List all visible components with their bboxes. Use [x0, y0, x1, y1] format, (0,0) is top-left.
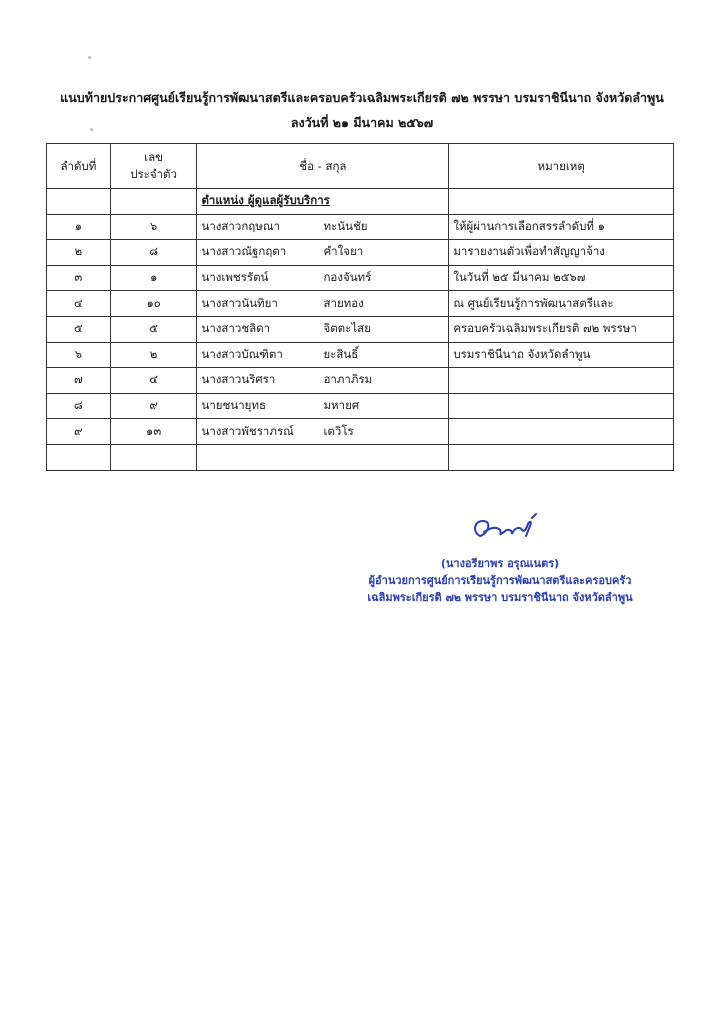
first-name: นางสาวนริศรา: [201, 372, 276, 387]
row-order: ๘: [47, 393, 111, 419]
first-name: นางสาวกฤษณา: [201, 218, 280, 233]
row-remark: ณ ศูนย์เรียนรู้การพัฒนาสตรีและ: [449, 291, 674, 317]
last-name: อาภาภิรม: [323, 372, 373, 387]
signer-position-line2: เฉลิมพระเกียรติ ๗๒ พรรษา บรมราชินีนาถ จังหวัดลำพูน: [367, 591, 633, 604]
section-label: ตำแหน่ง ผู้ดูแลผู้รับบริการ: [197, 189, 449, 215]
last-name: มหายศ: [323, 398, 360, 413]
last-name: ทะนันชัย: [323, 218, 368, 233]
header-id-line1: เลข: [144, 150, 164, 165]
table-row: [47, 419, 674, 445]
row-id: ๘: [110, 240, 197, 266]
table-row: [47, 240, 674, 266]
table-header-row: [47, 144, 674, 189]
scan-speck: [88, 56, 91, 59]
last-name: กองจันทร์: [323, 270, 372, 285]
row-id: ๖: [110, 214, 197, 240]
table-row: [47, 393, 674, 419]
last-name: เตวิโร: [323, 423, 354, 438]
row-name: [197, 419, 449, 445]
row-name: [197, 265, 449, 291]
first-name: นางสาวบัณฑิตา: [201, 346, 283, 361]
row-id: ๑๐: [110, 291, 197, 317]
row-id: ๑: [110, 265, 197, 291]
last-name: สายทอง: [323, 295, 364, 310]
row-order: ๓: [47, 265, 111, 291]
first-name: นางเพชรรัตน์: [201, 270, 269, 285]
row-id: ๒: [110, 342, 197, 368]
row-remark: มารายงานตัวเพื่อทำสัญญาจ้าง: [449, 240, 674, 266]
row-order: ๕: [47, 316, 111, 342]
document-date: ลงวันที่ ๒๑ มีนาคม ๒๕๖๗: [290, 115, 434, 130]
first-name: นางสาวณัฐกฤตา: [201, 244, 287, 259]
table-row: [47, 368, 674, 394]
row-id: ๔: [110, 368, 197, 394]
signer-name: (นางอรียาพร อรุณเนตร): [440, 557, 560, 570]
row-name: [197, 240, 449, 266]
header-remark: หมายเหตุ: [449, 144, 674, 189]
header-order: ลำดับที่: [47, 144, 111, 189]
header-id: [110, 144, 197, 189]
row-name: [197, 393, 449, 419]
first-name: นางสาวนันทิยา: [201, 295, 278, 310]
row-remark: ครอบครัวเฉลิมพระเกียรติ ๗๒ พรรษา: [449, 316, 674, 342]
row-order: ๒: [47, 240, 111, 266]
row-name: [197, 342, 449, 368]
first-name: นายชนายุทธ: [201, 398, 266, 413]
row-order: ๔: [47, 291, 111, 317]
candidate-table: [46, 143, 674, 471]
row-remark: [449, 419, 674, 445]
row-name: [197, 368, 449, 394]
row-id: ๙: [110, 393, 197, 419]
row-id: ๕: [110, 316, 197, 342]
header-id-line2: ประจำตัว: [130, 167, 177, 181]
row-id: ๑๓: [110, 419, 197, 445]
table-row: [47, 214, 674, 240]
row-name: [197, 316, 449, 342]
last-name: คำใจยา: [323, 244, 364, 259]
row-remark: [449, 368, 674, 394]
empty-row: [47, 444, 674, 470]
first-name: นางสาวชลิดา: [201, 321, 271, 336]
row-order: ๙: [47, 419, 111, 445]
row-name: [197, 291, 449, 317]
handwritten-signature: [468, 512, 548, 548]
row-remark: บรมราชินีนาถ จังหวัดลำพูน: [449, 342, 674, 368]
row-remark: ให้ผู้ผ่านการเลือกสรรลำดับที่ ๑: [449, 214, 674, 240]
row-order: ๖: [47, 342, 111, 368]
table-row: [47, 265, 674, 291]
row-remark: ในวันที่ ๒๕ มีนาคม ๒๕๖๗: [449, 265, 674, 291]
section-row: [47, 189, 674, 215]
table-row: [47, 342, 674, 368]
table-row: [47, 291, 674, 317]
row-order: ๑: [47, 214, 111, 240]
last-name: ยะสินธิ์: [323, 346, 359, 361]
table-row: [47, 316, 674, 342]
header-name: ชื่อ - สกุล: [197, 144, 449, 189]
row-remark: [449, 393, 674, 419]
first-name: นางสาวพัชราภรณ์: [201, 423, 294, 438]
row-order: ๗: [47, 368, 111, 394]
document-title: แนบท้ายประกาศศูนย์เรียนรู้การพัฒนาสตรีและครอบครัวเฉลิมพระเกียรติ ๗๒ พรรษา บรมราชินีนาถ จังหวัดลำพูน: [60, 90, 664, 105]
signer-position-line1: ผู้อำนวยการศูนย์การเรียนรู้การพัฒนาสตรีและครอบครัว: [368, 574, 632, 587]
last-name: จิตตะไสย: [323, 321, 371, 336]
row-name: [197, 214, 449, 240]
